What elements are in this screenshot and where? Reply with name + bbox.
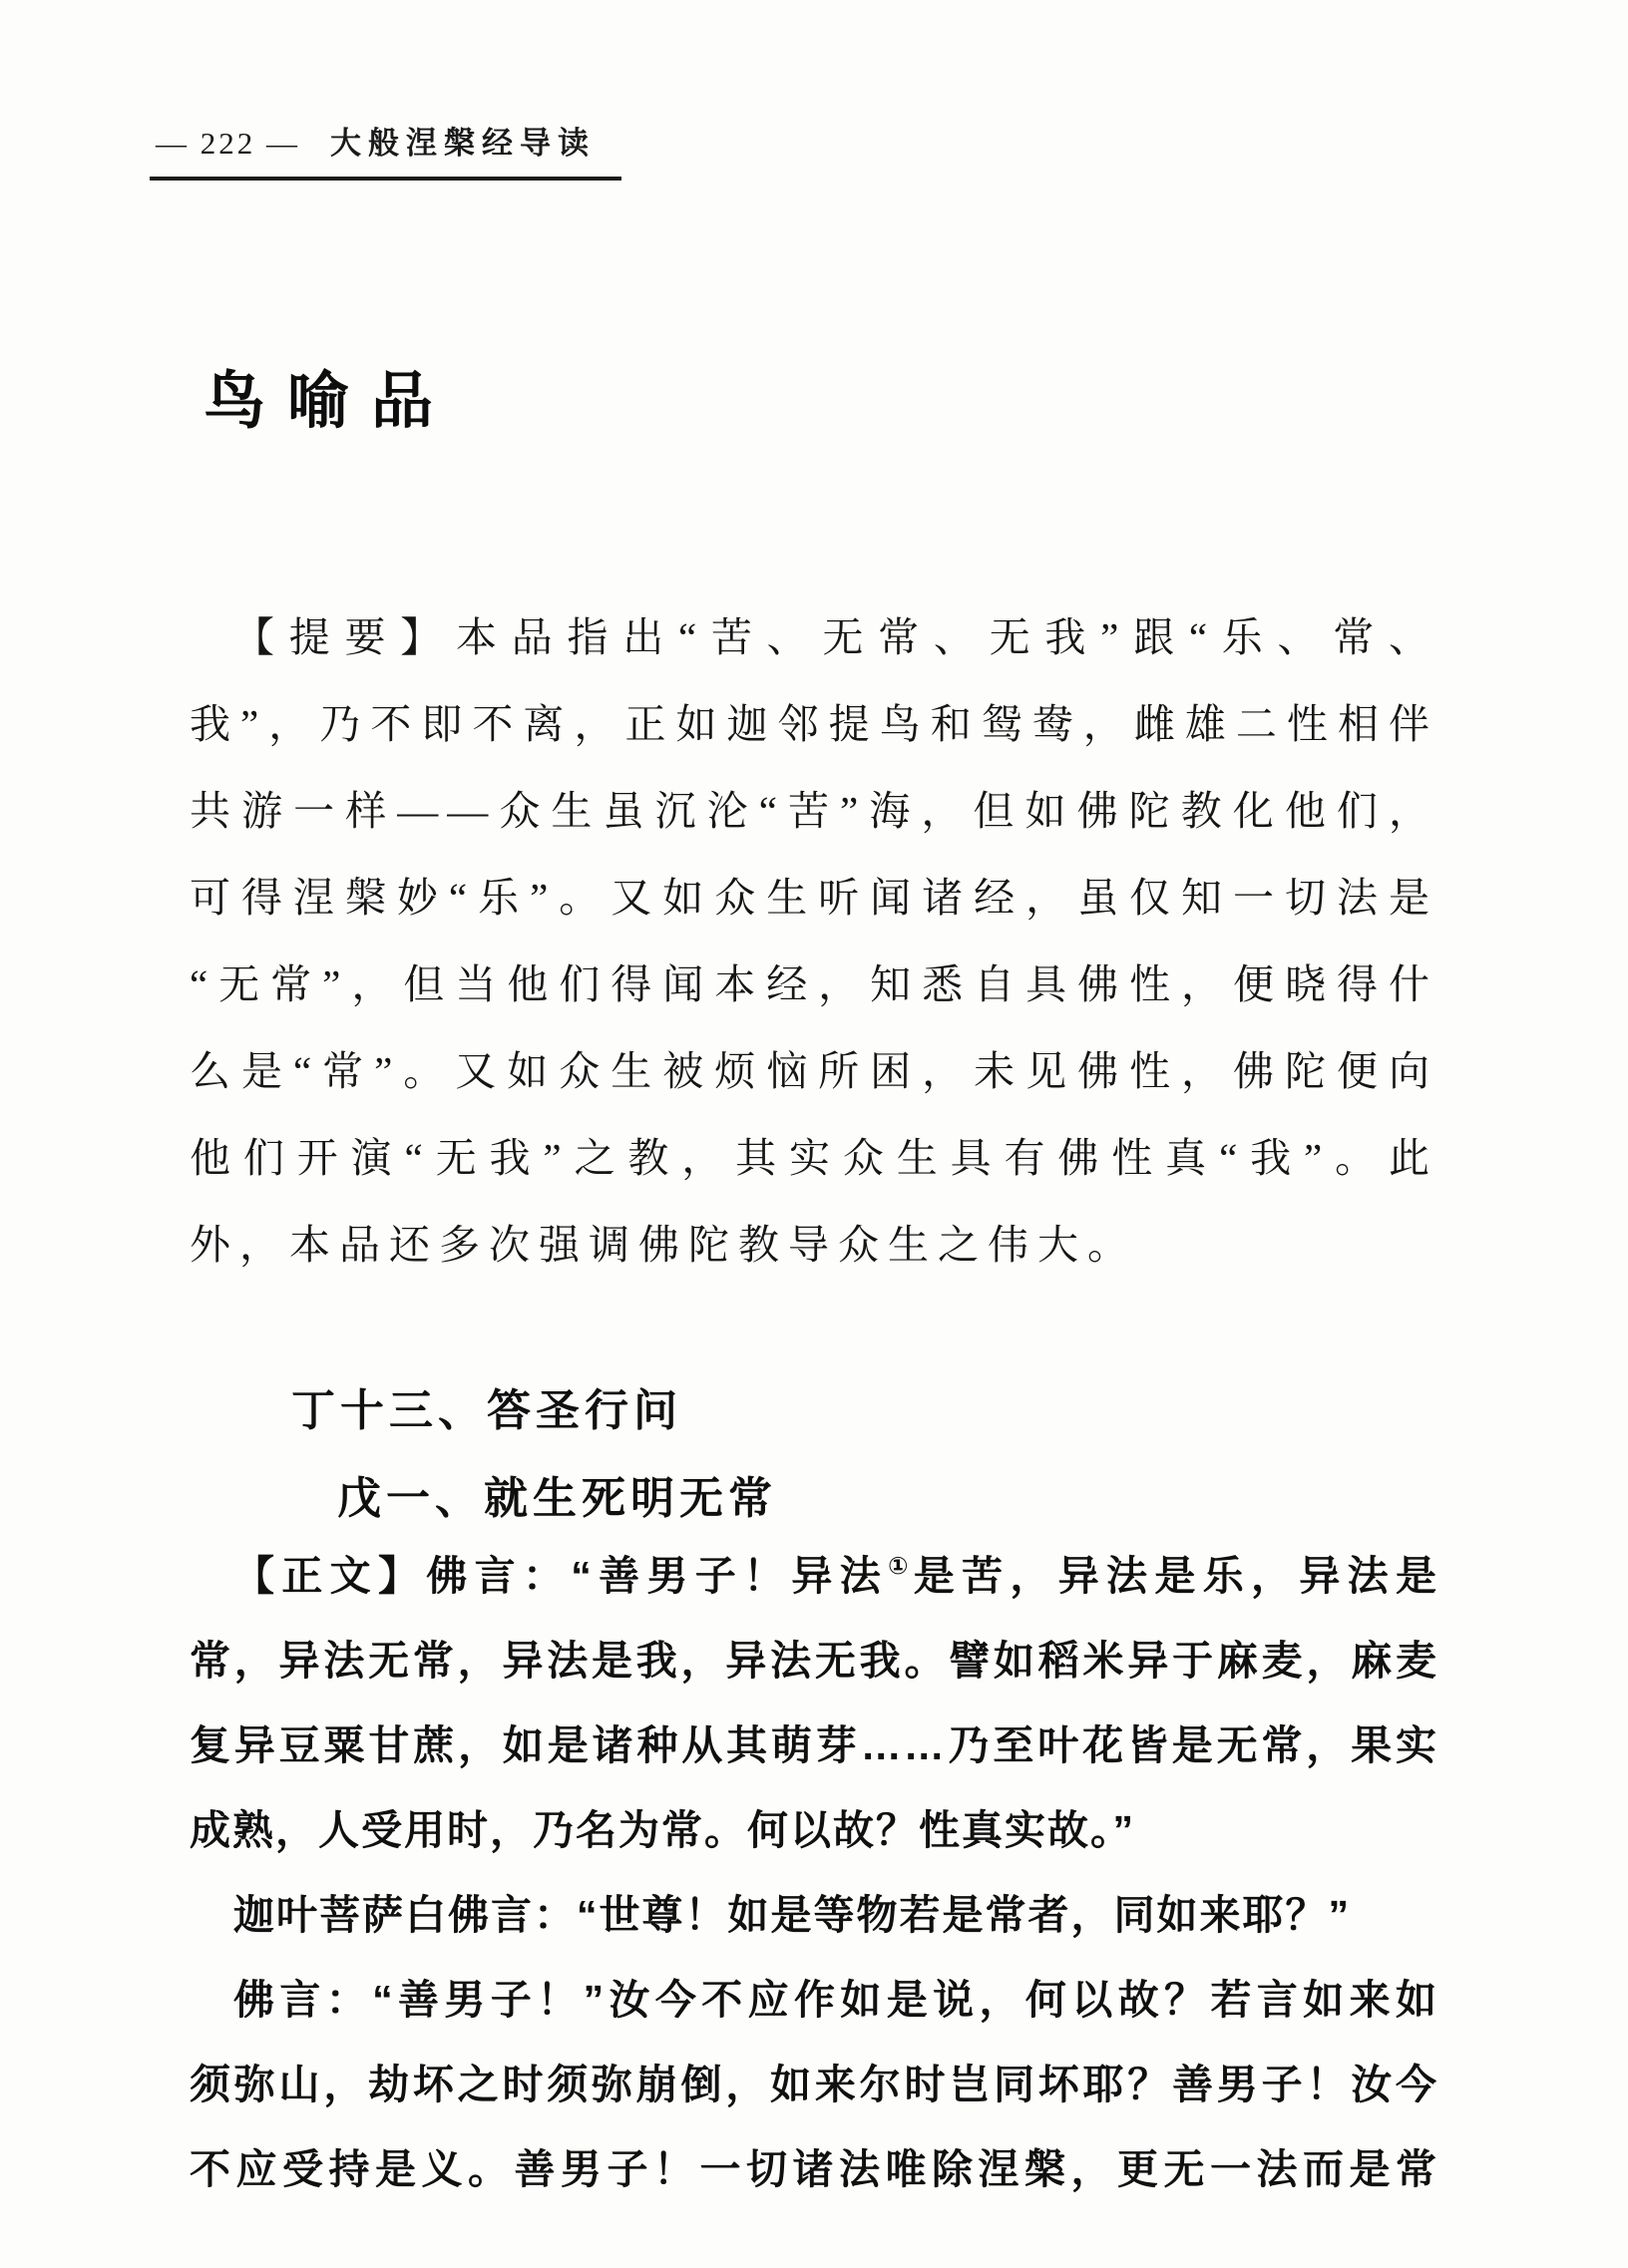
summary-line: 我”，乃不即不离，正如迦邻提鸟和鸳鸯，雌雄二性相伴 [190,701,1438,747]
text-segment: 是苦，异法是乐，异法是 [913,1553,1439,1599]
summary-line: 共游一样——众生虽沉沦“苦”海，但如佛陀教化他们， [190,788,1438,834]
section-heading-ding13: 丁十三、答圣行问 [291,1386,682,1435]
text-line: 复异豆粟甘蔗，如是诸种从其萌芽……乃至叶花皆是无常，果实 [190,1722,1438,1768]
text-line: 迦叶菩萨白佛言：“世尊！如是等物若是常者，同如来耶？” [233,1892,1351,1938]
text-line: 不应受持是义。善男子！一切诸法唯除涅槃，更无一法而是常 [190,2146,1438,2192]
summary-line: 么是“常”。又如众生被烦恼所困，未见佛性，佛陀便向 [190,1048,1438,1094]
summary-line: 外，本品还多次强调佛陀教导众生之伟大。 [190,1222,1137,1268]
summary-line: 他们开演“无我”之教，其实众生具有佛性真“我”。此 [190,1135,1438,1181]
page-header [150,118,621,181]
footnote-marker: ① [888,1553,914,1580]
text-segment: 【正文】佛言：“善男子！异法 [233,1553,889,1599]
page-number: — 222 — [156,126,300,161]
text-line: 成熟，人受用时，乃名为常。何以故？性真实故。” [190,1807,1135,1853]
summary-line: “无常”，但当他们得闻本经，知悉自具佛性，便晓得什 [190,961,1438,1007]
summary-paragraph [190,594,1438,1289]
text-line: 常，异法无常，异法是我，异法无我。譬如稻米异于麻麦，麻麦 [190,1638,1438,1684]
book-title: 大般涅槃经导读 [330,126,596,161]
summary-line: 【提要】本品指出“苦、无常、无我”跟“乐、常、 [233,614,1438,660]
text-line: 佛言：“善男子！”汝今不应作如是说，何以故？若言如来如 [233,1977,1438,2023]
section-heading-wu1: 戊一、就生死明无常 [337,1474,777,1523]
text-line [190,1534,1438,1619]
chapter-title: 鸟喻品 [204,368,456,436]
text-line: 须弥山，劫坏之时须弥崩倒，如来尔时岂同坏耶？善男子！汝今 [190,2062,1438,2107]
main-text [190,1534,1438,2212]
summary-line: 可得涅槃妙“乐”。又如众生听闻诸经，虽仅知一切法是 [190,875,1438,921]
